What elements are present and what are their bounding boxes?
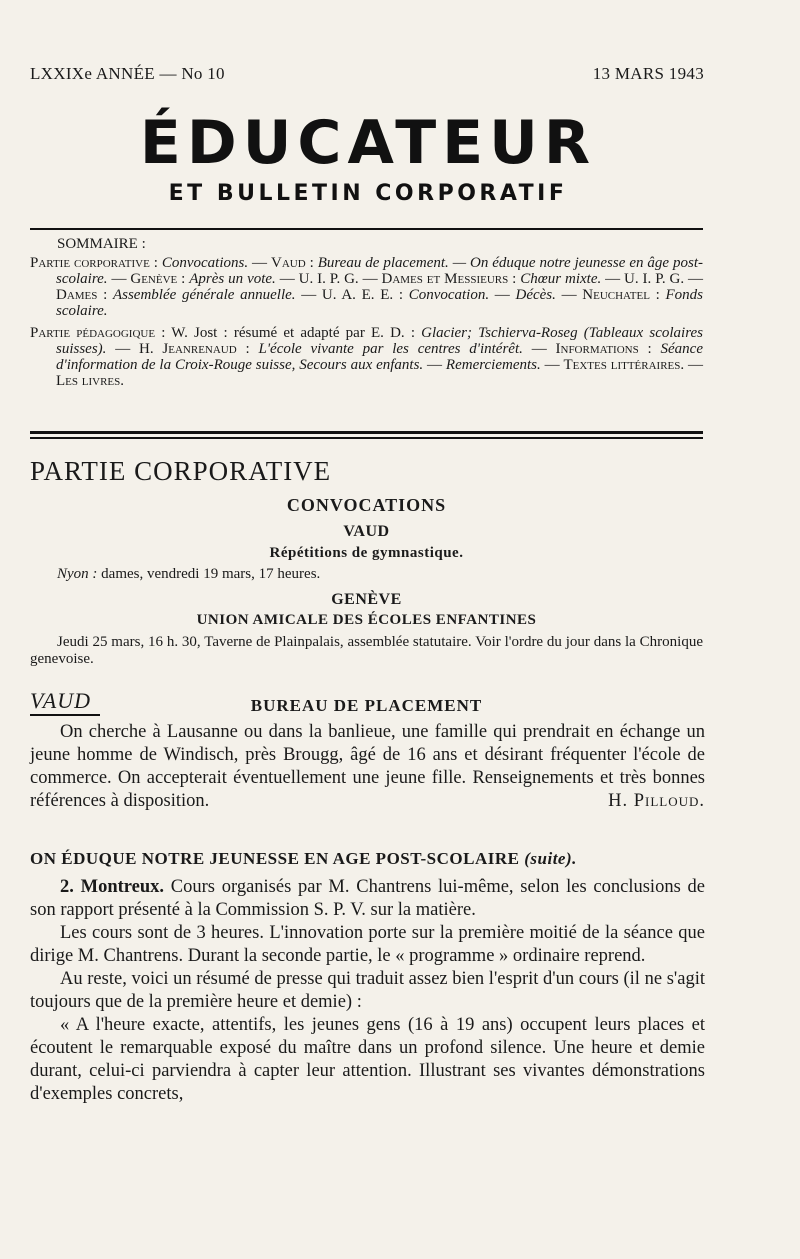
sep: — (522, 341, 556, 357)
sep: — (540, 357, 564, 373)
sep: : (97, 287, 113, 303)
sommaire-item: Convocation. (408, 287, 490, 303)
sommaire-author: Jeanrenaud (162, 341, 237, 357)
sommaire-canton: Vaud (271, 255, 306, 271)
article-lead: 2. Montreux. (60, 877, 165, 897)
sommaire-item: L'école vivante par les centres d'intérêt. (258, 341, 523, 357)
sep: : W. Jost : résumé et adapté par E. D. : (155, 325, 422, 341)
sep: — U. I. P. G. — (601, 271, 704, 287)
vaud-heading: VAUD (343, 523, 390, 540)
sommaire-part-label: Partie corporative (30, 255, 150, 271)
double-rule-bottom (30, 437, 703, 439)
geneve-subheading: UNION AMICALE DES ÉCOLES ENFANTINES (196, 612, 537, 628)
sep: : (236, 341, 259, 357)
article-paragraph (30, 876, 705, 922)
geneve-heading: GENÈVE (331, 591, 402, 608)
sommaire-item: Bureau de placement. — On éduque notre jeunesse en âge post-scolaire. (56, 255, 704, 287)
double-rule-top (30, 431, 703, 434)
bureau-signature: H. Pilloud. (608, 791, 705, 811)
sep: — (248, 255, 271, 271)
sommaire-rubric: Les livres. (56, 373, 124, 389)
sommaire-item: Glacier; Tschierva-Roseg (Tableaux scolaires suisses). (56, 325, 703, 357)
sep: — U. I. P. G. — (275, 271, 382, 287)
article-paragraph: « A l'heure exacte, attentifs, les jeunes gens (16 à 19 ans) occupent leurs places et écoutent le remarquable exposé du maître dans un profond silence. Une heure et demie durant, celui-ci parviendra à capter leur attention. Illustrant ses vivantes démonstrations d'exemples concrets, (30, 1015, 705, 1104)
sommaire-item: Décès. (515, 287, 556, 303)
sommaire-canton: Genève (130, 271, 178, 287)
sep: : (177, 271, 190, 287)
sommaire-item: Fonds scolaire. (56, 287, 703, 319)
sommaire (30, 236, 703, 389)
masthead-title: ÉDUCATEUR (139, 108, 597, 178)
convocation-text: dames, vendredi 19 mars, 17 heures. (97, 566, 321, 582)
sep: — (684, 357, 704, 373)
sep: — (107, 271, 131, 287)
sommaire-corporative (30, 255, 703, 319)
vaud-canton-label: VAUD (30, 688, 92, 713)
sep: — U. A. E. E. : (295, 287, 409, 303)
bureau-title: BUREAU DE PLACEMENT (250, 696, 483, 715)
article-body (30, 876, 705, 1106)
vaud-convocation (30, 566, 703, 583)
sommaire-item: Après un vote. (189, 271, 276, 287)
geneve-convocation: Jeudi 25 mars, 16 h. 30, Taverne de Plainpalais, assemblée statutaire. Voir l'ordre du jour dans la Chronique genevoise. (30, 634, 703, 667)
issue-date: 13 MARS 1943 (592, 64, 704, 83)
article-paragraph: Les cours sont de 3 heures. L'innovation porte sur la première moitié de la séance que dirige M. Chantrens. Durant la seconde partie, le « programme » ordinaire reprend. (30, 923, 705, 966)
sommaire-item: Séance d'information de la Croix-Rouge suisse, Secours aux enfants. (56, 341, 703, 373)
bureau-paragraph-text: On cherche à Lausanne ou dans la banlieue, une famille qui prendrait en échange un jeune homme de Windisch, près Brougg, âgé de 16 ans et désirant fréquenter l'école de commerce. On accepterait éventuellement une jeune fille. Renseignements et très bonnes références à disposition. (30, 722, 705, 811)
article-suite: (suite). (524, 849, 577, 868)
sep: : (305, 255, 318, 271)
sommaire-pedagogique (30, 325, 703, 389)
sep: : (149, 255, 162, 271)
issue-number: LXXIXe ANNÉE — No 10 (30, 64, 225, 83)
masthead (128, 108, 608, 208)
article-paragraph: Au reste, voici un résumé de presse qui traduit assez bien l'esprit d'un cours (il ne s'agit toujours que de la première heure et demie) : (30, 969, 705, 1012)
top-rule (30, 228, 703, 230)
sommaire-title: SOMMAIRE : (57, 236, 146, 252)
masthead-subtitle: ET BULLETIN CORPORATIF (168, 181, 568, 206)
article-title: ON ÉDUQUE NOTRE JEUNESSE EN AGE POST-SCOLAIRE (30, 849, 520, 868)
article-title-line (30, 849, 703, 869)
sommaire-item: Chœur mixte. (520, 271, 602, 287)
section-title: PARTIE CORPORATIVE (30, 456, 332, 486)
sep: — (489, 287, 516, 303)
article-paragraph-text: Cours organisés par M. Chantrens lui-même, selon les conclusions de son rapport présenté à la Commission S. P. V. sur la matière. (30, 877, 705, 920)
sommaire-canton: Dames (56, 287, 98, 303)
sommaire-rubric: Informations (555, 341, 639, 357)
sommaire-canton: Neuchatel (582, 287, 650, 303)
sommaire-item: Convocations. (161, 255, 249, 271)
sep: : (638, 341, 661, 357)
sommaire-rubric: Textes littéraires. (563, 357, 685, 373)
sep: — (555, 287, 583, 303)
sommaire-canton: Dames et Messieurs (381, 271, 509, 287)
sep: — H. (106, 341, 163, 357)
sep: : (508, 271, 521, 287)
bureau-text (30, 721, 705, 813)
sep: — (423, 357, 446, 373)
bureau-paragraph (30, 721, 705, 813)
sommaire-item: Assemblée générale annuelle. (112, 287, 296, 303)
vaud-subheading: Répétitions de gymnastique. (269, 545, 464, 561)
sommaire-part-label: Partie pédagogique (30, 325, 156, 341)
convocations-heading: CONVOCATIONS (286, 495, 447, 515)
convocation-place: Nyon : (57, 566, 98, 582)
sommaire-item: Remerciements. (445, 357, 541, 373)
sep: : (649, 287, 666, 303)
